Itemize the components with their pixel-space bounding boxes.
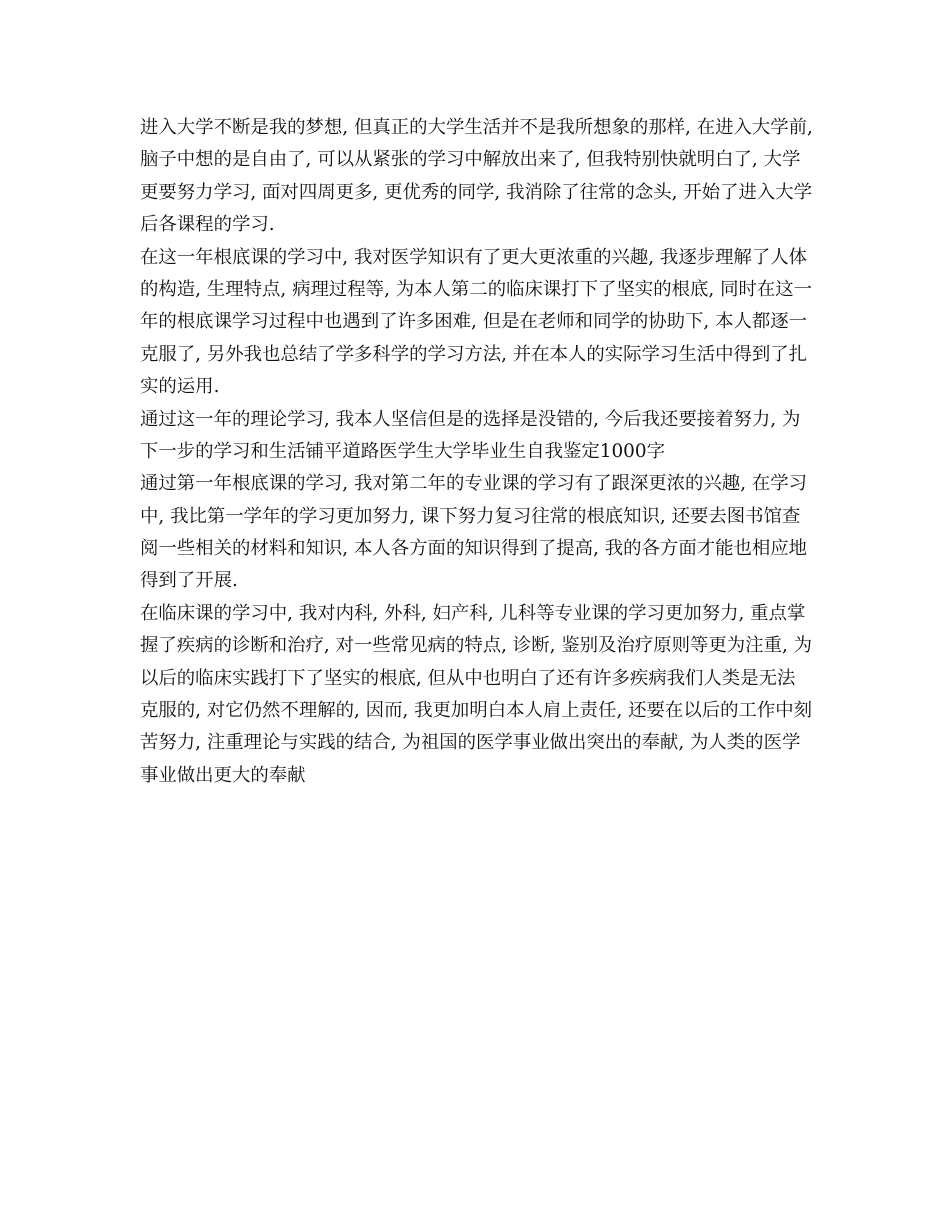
text-line: 阅一些相关的材料和知识, 本人各方面的知识得到了提高, 我的各方面才能也相应地 — [140, 538, 808, 560]
text-line: 进入大学不断是我的梦想, 但真正的大学生活并不是我所想象的那样, 在进入大学前, — [140, 117, 813, 138]
text-line: 的构造, 生理特点, 病理过程等, 为本人第二的临床课打下了坚实的根底, 同时在这一 — [140, 278, 813, 300]
text-line: 更要努力学习, 面对四周更多, 更优秀的同学, 我消除了往常的念头, 开始了进入大学 — [140, 181, 813, 203]
paragraph — [140, 598, 812, 792]
text-line: 事业做出更大的奉献 — [140, 764, 306, 786]
text-line: 年的根底课学习过程中也遇到了许多困难, 但是在老师和同学的协助下, 本人都逐一 — [140, 311, 808, 333]
text-line: 在这一年根底课的学习中, 我对医学知识有了更大更浓重的兴趣, 我逐步理解了人体 — [140, 246, 808, 268]
text-line: 实的运用. — [140, 376, 220, 398]
text-line: 通过第一年根底课的学习, 我对第二年的专业课的学习有了跟深更浓的兴趣, 在学习 — [140, 473, 808, 495]
text-line: 苦努力, 注重理论与实践的结合, 为祖国的医学事业做出突出的奉献, 为人类的医学 — [140, 732, 801, 754]
text-line: 克服了, 另外我也总结了学多科学的学习方法, 并在本人的实际学习生活中得到了扎 — [140, 343, 808, 365]
paragraph — [140, 404, 812, 469]
text-line: 通过这一年的理论学习, 我本人坚信但是的选择是没错的, 今后我还要接着努力, 为 — [140, 408, 801, 430]
paragraph — [140, 468, 812, 598]
text-line: 脑子中想的是自由了, 可以从紧张的学习中解放出来了, 但我特别快就明白了, 大学 — [140, 149, 801, 171]
text-line: 下一步的学习和生活铺平道路医学生大学毕业生自我鉴定1000字 — [140, 440, 665, 462]
paragraph — [140, 242, 812, 404]
text-line: 握了疾病的诊断和治疗, 对一些常见病的特点, 诊断, 鉴别及治疗原则等更为注重, 为 — [140, 635, 813, 657]
text-line: 中, 我比第一学年的学习更加努力, 课下努力复习往常的根底知识, 还要去图书馆查 — [140, 505, 801, 527]
text-line: 以后的临床实践打下了坚实的根底, 但从中也明白了还有许多疾病我们人类是无法 — [140, 667, 796, 689]
paragraph — [140, 112, 812, 242]
document-body — [140, 112, 812, 792]
text-line: 后各课程的学习. — [140, 214, 275, 236]
text-line: 得到了开展. — [140, 570, 238, 592]
text-line: 克服的, 对它仍然不理解的, 因而, 我更加明白本人肩上责任, 还要在以后的工作中刻 — [140, 700, 813, 722]
text-line: 在临床课的学习中, 我对内科, 外科, 妇产科, 儿科等专业课的学习更加努力, 重点掌 — [140, 602, 806, 624]
